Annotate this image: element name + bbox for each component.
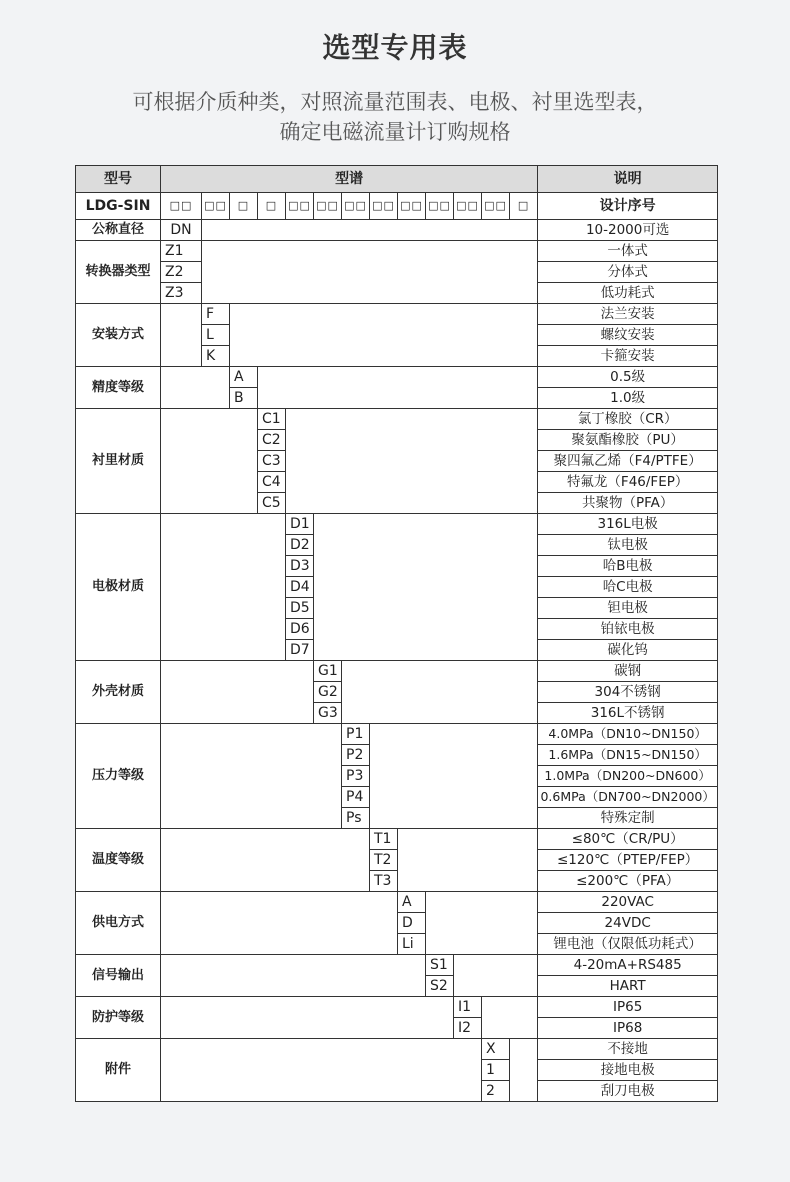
model-name: LDG-SIN (76, 193, 161, 220)
option-description: 共聚物（PFA） (538, 493, 718, 514)
header-description: 说明 (538, 166, 718, 193)
option-code: S2 (426, 976, 454, 997)
option-description: 铂铱电极 (538, 619, 718, 640)
category-label: 精度等级 (76, 367, 161, 409)
option-description: 316L不锈钢 (538, 703, 718, 724)
option-code: X (482, 1039, 510, 1060)
option-description: 碳化钨 (538, 640, 718, 661)
spacer-cell (161, 409, 258, 514)
category-label: 衬里材质 (76, 409, 161, 514)
spacer-cell (398, 829, 538, 892)
option-code: I1 (454, 997, 482, 1018)
code-placeholder: □ (510, 193, 538, 220)
model-row (76, 193, 718, 220)
option-description: 1.6MPa（DN15~DN150） (538, 745, 718, 766)
spacer-cell (161, 892, 398, 955)
category-label: 防护等级 (76, 997, 161, 1039)
category-label: 外壳材质 (76, 661, 161, 724)
spacer-cell (286, 409, 538, 514)
nominal-diameter-label: 公称直径 (76, 220, 161, 241)
spacer-cell (161, 514, 286, 661)
spacer-cell (161, 304, 202, 367)
spacer-cell (161, 367, 230, 409)
option-description: 特氟龙（F46/FEP） (538, 472, 718, 493)
spacer-cell (426, 892, 538, 955)
header-row (76, 166, 718, 193)
option-code: C5 (258, 493, 286, 514)
option-description: 304不锈钢 (538, 682, 718, 703)
option-code: G2 (314, 682, 342, 703)
option-code: S1 (426, 955, 454, 976)
option-description: ≤200℃（PFA） (538, 871, 718, 892)
option-description: 螺纹安装 (538, 325, 718, 346)
option-description: IP68 (538, 1018, 718, 1039)
option-code: D2 (286, 535, 314, 556)
nominal-diameter-row (76, 220, 718, 241)
option-description: HART (538, 976, 718, 997)
code-placeholder: □□ (314, 193, 342, 220)
option-code: P2 (342, 745, 370, 766)
option-row (76, 955, 718, 976)
code-placeholder: □□ (454, 193, 482, 220)
option-description: 分体式 (538, 262, 718, 283)
spacer-cell (258, 367, 538, 409)
code-placeholder: □ (258, 193, 286, 220)
option-row (76, 304, 718, 325)
category-label: 信号输出 (76, 955, 161, 997)
option-description: ≤120℃（PTEP/FEP） (538, 850, 718, 871)
option-description: 聚氨酯橡胶（PU） (538, 430, 718, 451)
option-description: 刮刀电极 (538, 1081, 718, 1102)
option-description: 1.0级 (538, 388, 718, 409)
option-description: 碳钢 (538, 661, 718, 682)
category-label: 温度等级 (76, 829, 161, 892)
category-label: 安装方式 (76, 304, 161, 367)
option-description: 低功耗式 (538, 283, 718, 304)
option-code: A (230, 367, 258, 388)
option-code: G3 (314, 703, 342, 724)
option-row (76, 409, 718, 430)
option-code: P1 (342, 724, 370, 745)
spacer-cell (161, 829, 370, 892)
option-code: D6 (286, 619, 314, 640)
option-code: T3 (370, 871, 398, 892)
option-description: 4-20mA+RS485 (538, 955, 718, 976)
option-code: I2 (454, 1018, 482, 1039)
code-placeholder: □ (230, 193, 258, 220)
selection-table-wrapper (75, 165, 718, 1102)
code-placeholder: □□ (398, 193, 426, 220)
option-description: 316L电极 (538, 514, 718, 535)
model-description: 设计序号 (538, 193, 718, 220)
option-code: Ps (342, 808, 370, 829)
option-code: C4 (258, 472, 286, 493)
code-placeholder: □□ (286, 193, 314, 220)
option-code: Z1 (161, 241, 202, 262)
category-label: 附件 (76, 1039, 161, 1102)
option-code: D3 (286, 556, 314, 577)
spacer-cell (161, 955, 426, 997)
selection-table (75, 165, 718, 1102)
spacer-cell (202, 220, 538, 241)
option-row (76, 892, 718, 913)
option-code: T1 (370, 829, 398, 850)
option-code: 2 (482, 1081, 510, 1102)
spacer-cell (482, 997, 538, 1039)
subtitle-line-2: 确定电磁流量计订购规格 (279, 120, 511, 144)
page-title: 选型专用表 (322, 31, 468, 64)
option-description: 特殊定制 (538, 808, 718, 829)
nominal-diameter-desc: 10-2000可选 (538, 220, 718, 241)
option-code: D5 (286, 598, 314, 619)
option-code: 1 (482, 1060, 510, 1081)
category-label: 供电方式 (76, 892, 161, 955)
spacer-cell (161, 661, 314, 724)
option-description: 法兰安装 (538, 304, 718, 325)
option-description: 哈C电极 (538, 577, 718, 598)
option-code: G1 (314, 661, 342, 682)
option-description: 0.6MPa（DN700~DN2000） (538, 787, 718, 808)
option-code: C2 (258, 430, 286, 451)
category-label: 转换器类型 (76, 241, 161, 304)
spacer-cell (454, 955, 538, 997)
option-code: L (202, 325, 230, 346)
category-label: 压力等级 (76, 724, 161, 829)
subtitle-line-1: 可根据介质种类，对照流量范围表、电极、衬里选型表， (132, 90, 658, 114)
code-placeholder: □□ (342, 193, 370, 220)
option-code: P4 (342, 787, 370, 808)
option-code: F (202, 304, 230, 325)
code-placeholder: □□ (202, 193, 230, 220)
option-description: 1.0MPa（DN200~DN600） (538, 766, 718, 787)
option-description: 0.5级 (538, 367, 718, 388)
option-description: 卡箍安装 (538, 346, 718, 367)
option-description: 不接地 (538, 1039, 718, 1060)
option-code: D1 (286, 514, 314, 535)
code-placeholder: □□ (426, 193, 454, 220)
option-row (76, 241, 718, 262)
spacer-cell (161, 724, 342, 829)
spacer-cell (510, 1039, 538, 1102)
option-row (76, 1039, 718, 1060)
option-description: 氯丁橡胶（CR） (538, 409, 718, 430)
option-description: 24VDC (538, 913, 718, 934)
option-code: P3 (342, 766, 370, 787)
option-code: Z2 (161, 262, 202, 283)
option-code: C1 (258, 409, 286, 430)
header-model: 型号 (76, 166, 161, 193)
header-spectrum: 型谱 (161, 166, 538, 193)
option-description: 钽电极 (538, 598, 718, 619)
option-description: 哈B电极 (538, 556, 718, 577)
option-description: 220VAC (538, 892, 718, 913)
option-description: 锂电池（仅限低功耗式） (538, 934, 718, 955)
option-row (76, 367, 718, 388)
spacer-cell (161, 997, 454, 1039)
option-code: B (230, 388, 258, 409)
option-code: D (398, 913, 426, 934)
code-placeholder: □□ (370, 193, 398, 220)
option-row (76, 514, 718, 535)
spacer-cell (370, 724, 538, 829)
option-description: 聚四氟乙烯（F4/PTFE） (538, 451, 718, 472)
option-code: K (202, 346, 230, 367)
option-row (76, 661, 718, 682)
category-label: 电极材质 (76, 514, 161, 661)
option-row (76, 829, 718, 850)
spacer-cell (342, 661, 538, 724)
option-description: ≤80℃（CR/PU） (538, 829, 718, 850)
option-row (76, 997, 718, 1018)
code-placeholder: □□ (161, 193, 202, 220)
option-description: IP65 (538, 997, 718, 1018)
spacer-cell (230, 304, 538, 367)
option-code: A (398, 892, 426, 913)
spacer-cell (202, 241, 538, 304)
option-description: 钛电极 (538, 535, 718, 556)
option-description: 4.0MPa（DN10~DN150） (538, 724, 718, 745)
option-description: 接地电极 (538, 1060, 718, 1081)
nominal-diameter-code: DN (161, 220, 202, 241)
option-description: 一体式 (538, 241, 718, 262)
option-code: C3 (258, 451, 286, 472)
spacer-cell (314, 514, 538, 661)
option-code: Z3 (161, 283, 202, 304)
spacer-cell (161, 1039, 482, 1102)
option-code: D4 (286, 577, 314, 598)
code-placeholder: □□ (482, 193, 510, 220)
option-code: Li (398, 934, 426, 955)
option-row (76, 724, 718, 745)
option-code: T2 (370, 850, 398, 871)
option-code: D7 (286, 640, 314, 661)
